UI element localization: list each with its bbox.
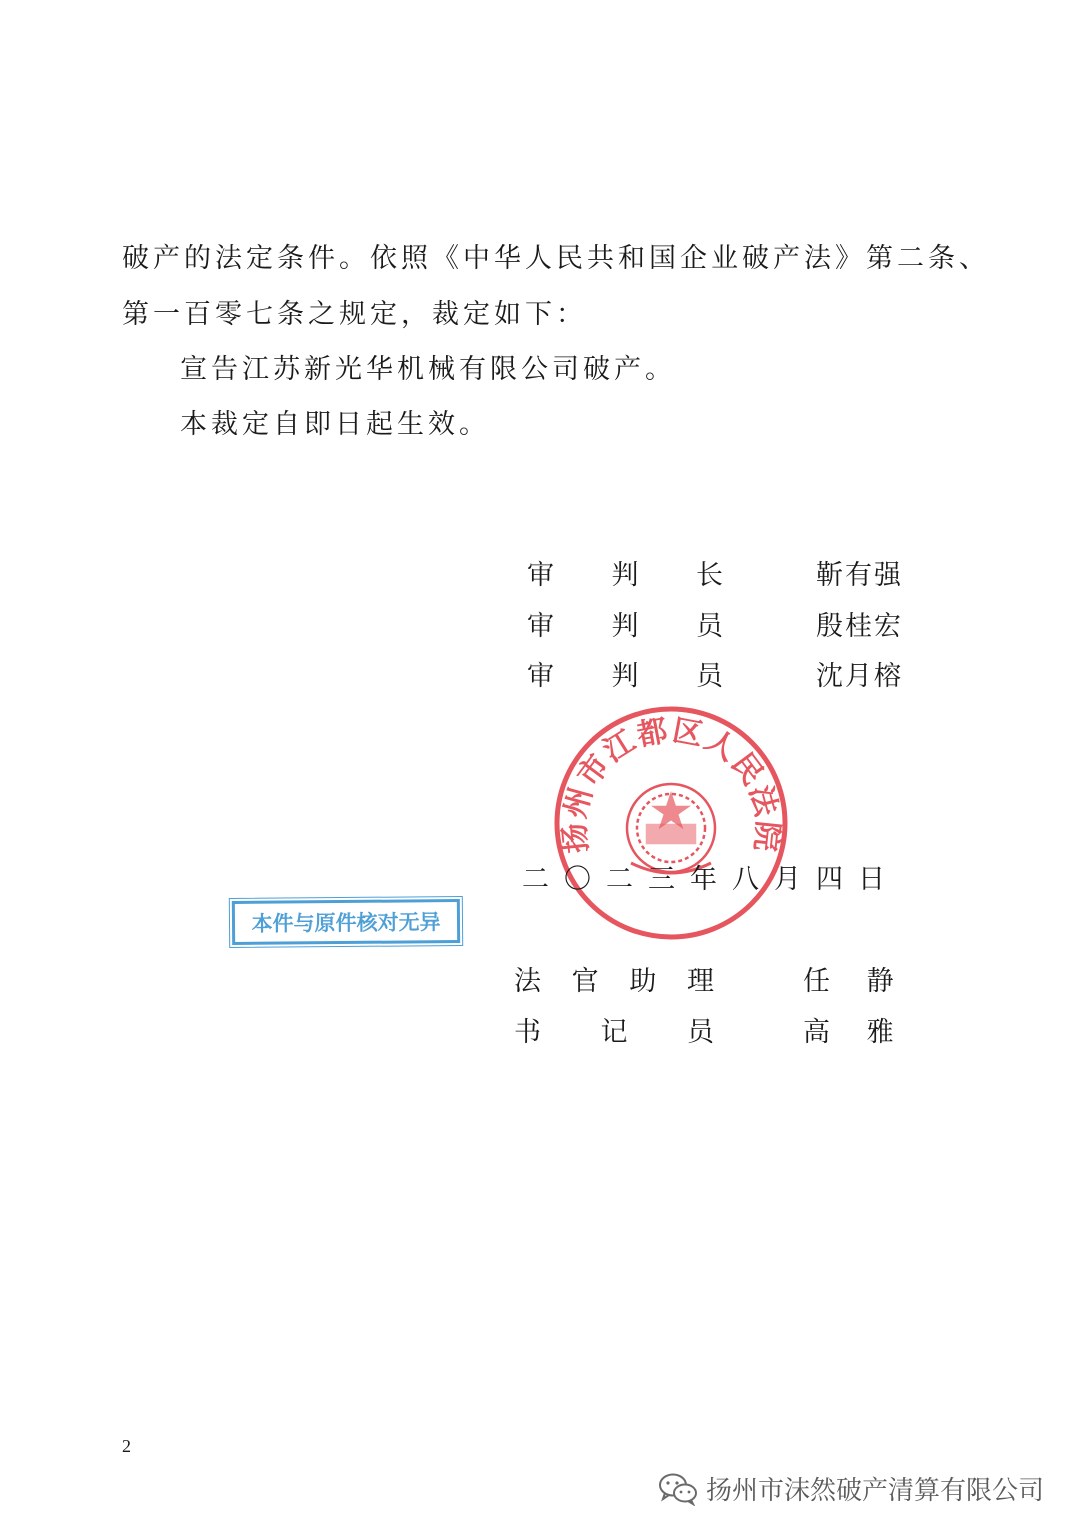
role-char: 官: [571, 966, 599, 997]
watermark-text: 扬州市沫然破产清算有限公司: [705, 1476, 1044, 1506]
role-char: 判: [611, 661, 639, 692]
role-char: 员: [687, 1017, 714, 1048]
body-line-3: 宣告江苏新光华机械有限公司破产。: [180, 354, 676, 385]
role-char: 审: [527, 560, 554, 591]
role-char: 审: [527, 611, 554, 642]
body-line-2: 第一百零七条之规定，裁定如下：: [122, 299, 587, 330]
emblem-icon: [627, 784, 715, 873]
role-char: 员: [696, 611, 723, 642]
role-char: 长: [696, 560, 723, 591]
name-judge-assistant: 任 静: [803, 966, 908, 997]
role-clerk: [514, 1019, 714, 1046]
court-seal: [551, 703, 791, 943]
seal-text: 扬州市江都区人民法院: [556, 713, 786, 855]
role-char: 助: [629, 966, 657, 997]
role-char: 理: [686, 966, 714, 997]
page-number: 2: [122, 1436, 131, 1456]
copy-verified-stamp: 本件与原件核对无异: [232, 899, 460, 945]
role-char: 员: [696, 661, 723, 692]
role-char: 判: [611, 560, 639, 591]
role-judge-1: [527, 613, 723, 640]
role-char: 审: [527, 661, 554, 692]
name-clerk: 高 雅: [803, 1017, 908, 1048]
body-line-1: 破产的法定条件。依照《中华人民共和国企业破产法》第二条、: [122, 243, 990, 274]
name-judge-1: 殷桂宏: [816, 611, 903, 642]
name-judge-2: 沈月榕: [816, 661, 903, 692]
watermark: [658, 1470, 1044, 1507]
ruling-date: 二〇二三年八月四日: [522, 864, 900, 895]
name-presiding-judge: 靳有强: [816, 560, 903, 591]
wechat-icon: [658, 1472, 698, 1506]
role-char: 法: [514, 966, 541, 997]
role-char: 书: [514, 1017, 541, 1048]
role-presiding-judge: [527, 562, 723, 589]
body-line-4: 本裁定自即日起生效。: [180, 409, 490, 440]
role-judge-2: [527, 663, 723, 690]
role-judge-assistant: [514, 968, 714, 995]
role-char: 判: [611, 611, 639, 642]
role-char: 记: [600, 1017, 628, 1048]
